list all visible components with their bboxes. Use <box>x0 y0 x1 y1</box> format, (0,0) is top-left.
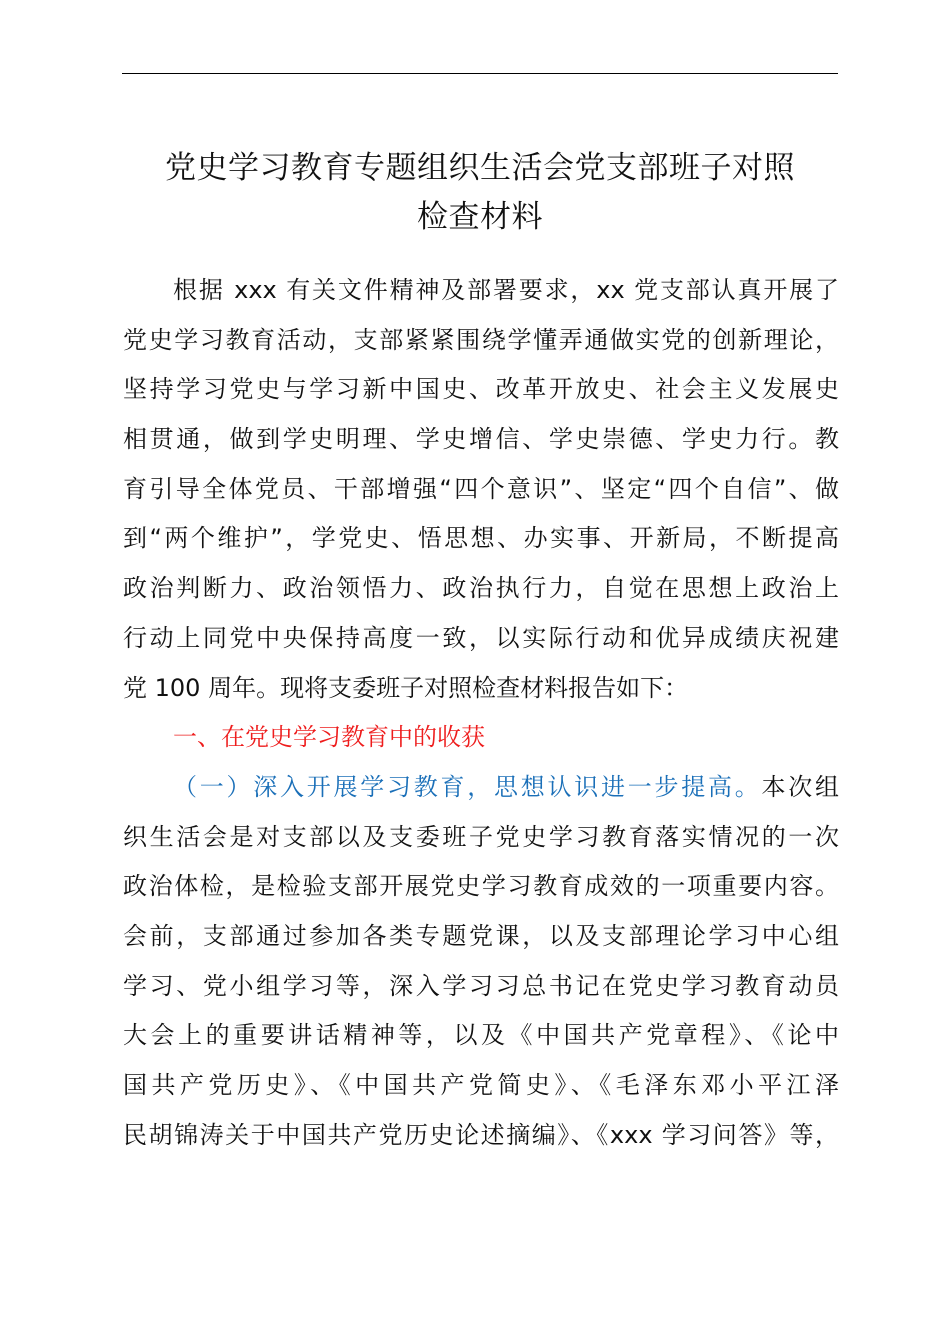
text-line: 国共产党历史》、《中国共产党简史》、《毛泽东邓小平江泽 <box>123 1071 839 1099</box>
text-line: 民胡锦涛关于中国共产党历史论述摘编》、《xxx 学习问答》等， <box>123 1120 839 1149</box>
text-line: 到“两个维护”，学党史、悟思想、办实事、开新局，不断提高 <box>123 524 839 553</box>
text-line: 党史学习教育活动，支部紧紧围绕学懂弄通做实党的创新理论， <box>123 325 839 354</box>
text-line: 大会上的重要讲话精神等，以及《中国共产党章程》、《论中 <box>123 1021 839 1050</box>
header-rule <box>122 73 838 74</box>
text-line: 坚持学习党史与学习新中国史、改革开放史、社会主义发展史 <box>123 375 839 404</box>
text-line: 织生活会是对支部以及支委班子党史学习教育落实情况的一次 <box>123 822 839 851</box>
document-body <box>123 266 839 1160</box>
subsection-heading: （一）深入开展学习教育，思想认识进一步提高。 <box>173 772 762 801</box>
text-line: 政治体检，是检验支部开展党史学习教育成效的一项重要内容。 <box>123 872 839 901</box>
text-line: 党 100 周年。现将支委班子对照检查材料报告如下： <box>123 673 689 702</box>
text-line: 相贯通，做到学史明理、学史增信、学史崇德、学史力行。教 <box>123 425 839 454</box>
text-line: 学习、党小组学习等，深入学习习总书记在党史学习教育动员 <box>123 971 839 1000</box>
document-title-line-2: 检查材料 <box>417 199 543 235</box>
paragraph-intro <box>123 266 839 713</box>
subsection-first-line <box>123 763 839 813</box>
text-line: 行动上同党中央保持高度一致，以实际行动和优异成绩庆祝建 <box>123 623 839 652</box>
text-inline: 本次组 <box>761 772 839 801</box>
text-line: 政治判断力、政治领悟力、政治执行力，自觉在思想上政治上 <box>123 574 839 603</box>
section-heading: 一、在党史学习教育中的收获 <box>173 723 485 752</box>
text-line: 根据 xxx 有关文件精神及部署要求，xx 党支部认真开展了 <box>173 276 839 304</box>
text-line: 会前，支部通过参加各类专题党课，以及支部理论学习中心组 <box>123 921 839 950</box>
document-title-line-1: 党史学习教育专题组织生活会党支部班子对照 <box>165 150 795 186</box>
paragraph-subsection-1 <box>123 763 839 1161</box>
text-line: 育引导全体党员、干部增强“四个意识”、坚定“四个自信”、做 <box>123 474 839 503</box>
